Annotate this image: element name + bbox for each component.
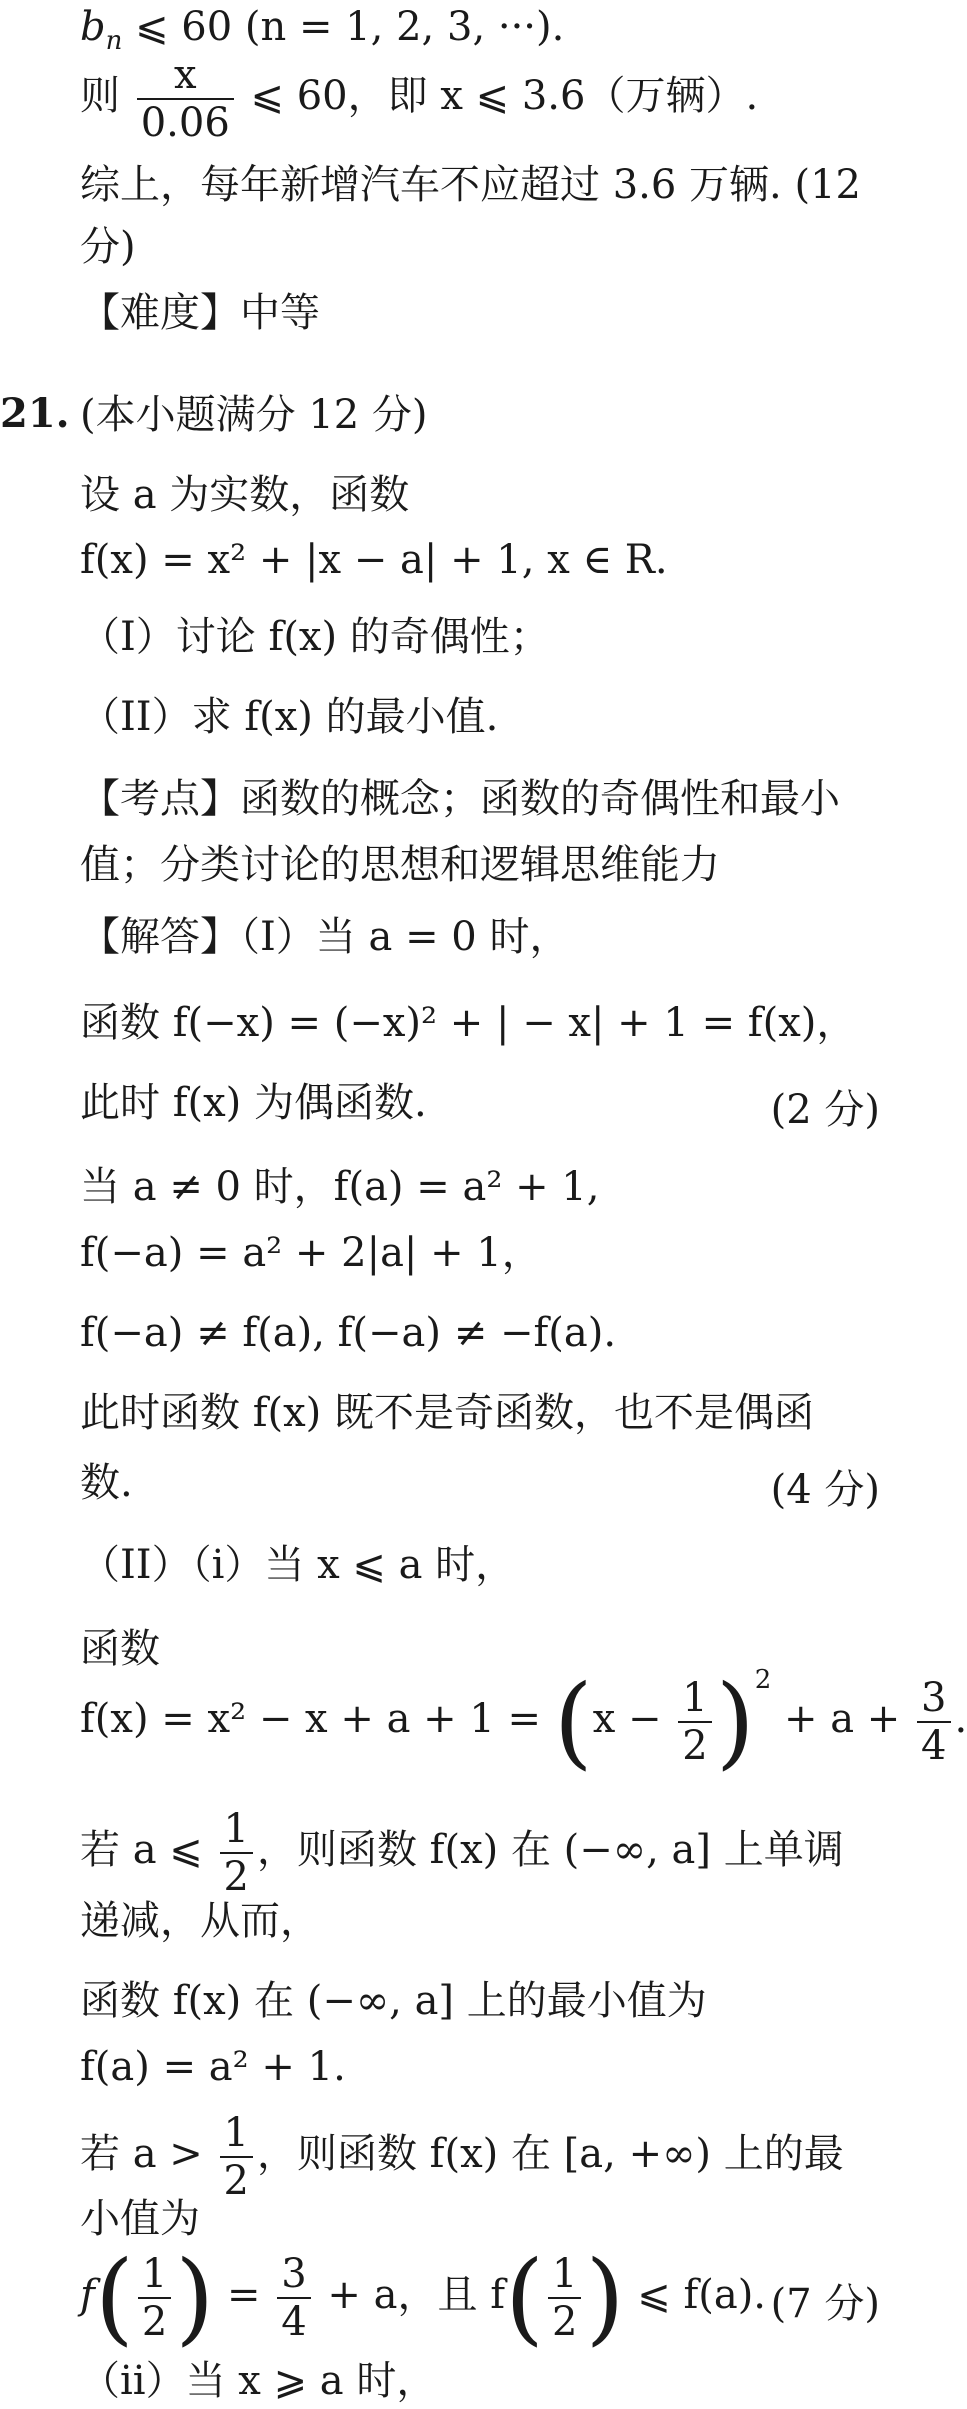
fraction bbox=[220, 1806, 253, 1900]
text-line: 函数 bbox=[80, 1626, 160, 1672]
text: ，则函数 f(x) 在 [a, +∞) 上的最 bbox=[256, 2131, 844, 2177]
text: 数. bbox=[80, 1460, 133, 1506]
text-line: 当 a ≠ 0 时，f(a) = a² + 1, bbox=[80, 1164, 600, 1210]
score-label: (4 分) bbox=[770, 1467, 880, 1513]
text-line: 函数 f(−x) = (−x)² + | − x| + 1 = f(x)， bbox=[80, 1000, 857, 1046]
math-expression: . bbox=[954, 1696, 967, 1742]
denominator: 4 bbox=[281, 2299, 307, 2345]
text-line: f(−a) = a² + 2|a| + 1， bbox=[80, 1230, 542, 1276]
text-line: 函数 f(x) 在 (−∞, a] 上的最小值为 bbox=[80, 1978, 707, 2024]
denominator: 2 bbox=[552, 2299, 578, 2345]
math-equation bbox=[80, 1663, 967, 1780]
question-number: 21. bbox=[0, 390, 70, 437]
fraction bbox=[678, 1675, 711, 1769]
text-line: 设 a 为实数，函数 bbox=[80, 472, 410, 518]
text-line: 分) bbox=[80, 224, 136, 270]
fraction bbox=[548, 2251, 581, 2345]
score-label: (2 分) bbox=[770, 1087, 880, 1133]
topic-label: 【考点】函数的概念；函数的奇偶性和最小 bbox=[80, 776, 840, 822]
text-line: f(−a) ≠ f(a), f(−a) ≠ −f(a). bbox=[80, 1310, 617, 1356]
numerator: 1 bbox=[678, 1675, 711, 1723]
left-paren: ( bbox=[94, 2239, 134, 2356]
left-paren: ( bbox=[553, 1663, 593, 1780]
text-line: 小值为 bbox=[80, 2196, 200, 2242]
difficulty-label: 【难度】中等 bbox=[80, 290, 320, 336]
question-header: (本小题满分 12 分) bbox=[80, 392, 428, 438]
right-paren: ) bbox=[715, 1663, 755, 1780]
text: 则 bbox=[80, 73, 120, 119]
math-expression: + a + bbox=[771, 1696, 914, 1742]
denominator: 0.06 bbox=[140, 100, 230, 146]
score-label: (7 分) bbox=[770, 2281, 880, 2327]
text: ，则函数 f(x) 在 (−∞, a] 上单调 bbox=[256, 1827, 844, 1873]
math-expression: + a，且 f bbox=[314, 2272, 506, 2318]
numerator: 1 bbox=[548, 2251, 581, 2299]
fraction bbox=[917, 1675, 950, 1769]
text-line bbox=[80, 2, 564, 58]
math-expression: f(x) = x² − x + a + 1 = bbox=[80, 1696, 554, 1742]
numerator: 1 bbox=[220, 2110, 253, 2158]
fraction bbox=[138, 2251, 171, 2345]
denominator: 4 bbox=[921, 1723, 947, 1769]
text-line: （II）求 f(x) 的最小值. bbox=[80, 694, 499, 740]
math-expression: x − bbox=[592, 1696, 675, 1742]
text-line: 递减，从而， bbox=[80, 1898, 320, 1944]
numerator: 1 bbox=[138, 2251, 171, 2299]
math-var: f bbox=[80, 2272, 95, 2318]
text-line bbox=[80, 1806, 844, 1900]
right-paren: ) bbox=[585, 2239, 625, 2356]
numerator: 3 bbox=[277, 2251, 310, 2299]
denominator: 2 bbox=[682, 1723, 708, 1769]
right-paren: ) bbox=[175, 2239, 215, 2356]
math-var: b bbox=[80, 4, 106, 50]
text-line: 值；分类讨论的思想和逻辑思维能力 bbox=[80, 842, 720, 888]
text-line: 综上，每年新增汽车不应超过 3.6 万辆. (12 bbox=[80, 162, 861, 208]
math-equation bbox=[80, 2239, 767, 2356]
math-expression: ⩽ 60 (n = 1, 2, 3, ···). bbox=[122, 4, 565, 50]
text: 若 a ⩽ bbox=[80, 1827, 216, 1873]
text-line: f(x) = x² + |x − a| + 1, x ∈ R. bbox=[80, 537, 668, 583]
math-subscript: n bbox=[105, 26, 123, 56]
fraction bbox=[220, 2110, 253, 2204]
text-line bbox=[80, 2110, 844, 2204]
math-expression: = bbox=[214, 2272, 274, 2318]
text-line bbox=[80, 52, 758, 146]
solution-label: 【解答】（I）当 a = 0 时， bbox=[80, 914, 570, 960]
text: ⩽ 60，即 x ⩽ 3.6（万辆）. bbox=[237, 73, 759, 119]
text-line: f(a) = a² + 1. bbox=[80, 2044, 346, 2090]
numerator: x bbox=[137, 52, 234, 100]
fraction bbox=[277, 2251, 310, 2345]
denominator: 2 bbox=[223, 2158, 249, 2204]
exponent: 2 bbox=[754, 1664, 772, 1695]
text-line: （I）讨论 f(x) 的奇偶性； bbox=[80, 614, 550, 660]
text-line: 此时函数 f(x) 既不是奇函数，也不是偶函 bbox=[80, 1390, 815, 1436]
text: 此时 f(x) 为偶函数. bbox=[80, 1080, 427, 1126]
text-line: （II）（i）当 x ⩽ a 时， bbox=[80, 1542, 516, 1588]
fraction bbox=[137, 52, 234, 146]
numerator: 3 bbox=[917, 1675, 950, 1723]
denominator: 2 bbox=[141, 2299, 168, 2345]
denominator: 2 bbox=[223, 1854, 249, 1900]
text-line: （ii）当 x ⩾ a 时， bbox=[80, 2358, 437, 2404]
numerator: 1 bbox=[220, 1806, 253, 1854]
math-expression: ⩽ f(a). bbox=[624, 2272, 767, 2318]
text: 若 a > bbox=[80, 2131, 216, 2177]
left-paren: ( bbox=[505, 2239, 545, 2356]
